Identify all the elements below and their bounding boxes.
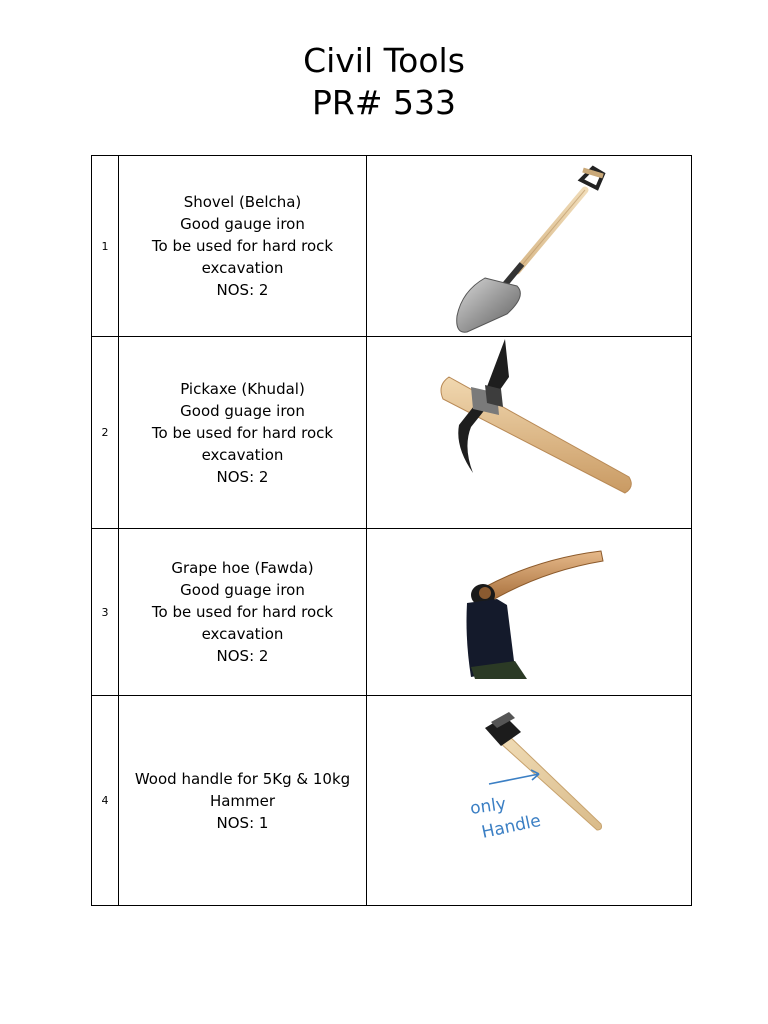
table-row	[92, 529, 692, 696]
item-image-cell	[367, 529, 692, 696]
table-row	[92, 696, 692, 906]
table-row	[92, 337, 692, 529]
item-number: 1	[92, 156, 119, 337]
item-name: Pickaxe (Khudal)	[180, 379, 305, 398]
item-name: Shovel (Belcha)	[183, 193, 302, 211]
item-image-cell	[367, 696, 692, 906]
item-image-cell	[367, 156, 692, 337]
item-image-cell	[367, 337, 692, 529]
item-number: 2	[92, 337, 119, 529]
item-description	[119, 156, 367, 337]
item-spec: Good gauge iron	[180, 215, 305, 233]
hoe-icon	[367, 529, 691, 695]
item-quantity: NOS: 2	[216, 467, 269, 486]
item-spec: Good guage iron	[180, 401, 305, 420]
tools-table	[91, 155, 692, 906]
hammer-icon	[367, 696, 691, 905]
item-spec: Good guage iron	[180, 581, 305, 599]
item-name: Wood handle for 5Kg & 10kg	[134, 769, 351, 788]
item-usage: To be used for hard rock	[151, 603, 334, 621]
item-description	[119, 337, 367, 529]
handwritten-note: only	[468, 794, 508, 819]
item-name-cont: Hammer	[209, 791, 276, 810]
item-number: 4	[92, 696, 119, 906]
handwritten-note: Handle	[479, 810, 543, 843]
item-quantity: NOS: 1	[216, 813, 269, 832]
document-header	[0, 40, 768, 124]
item-description	[119, 696, 367, 906]
table-row	[92, 156, 692, 337]
pickaxe-icon	[367, 337, 691, 528]
item-quantity: NOS: 2	[216, 647, 269, 665]
item-usage: To be used for hard rock	[151, 423, 334, 442]
item-usage-cont: excavation	[201, 259, 284, 277]
document-subtitle: PR# 533	[312, 83, 456, 122]
item-usage-cont: excavation	[201, 445, 284, 464]
item-quantity: NOS: 2	[216, 281, 269, 299]
item-usage-cont: excavation	[201, 625, 284, 643]
item-name: Grape hoe (Fawda)	[171, 559, 314, 577]
item-description	[119, 529, 367, 696]
item-number: 3	[92, 529, 119, 696]
document-title: Civil Tools	[303, 41, 465, 80]
item-usage: To be used for hard rock	[151, 237, 334, 255]
shovel-icon	[367, 156, 691, 336]
